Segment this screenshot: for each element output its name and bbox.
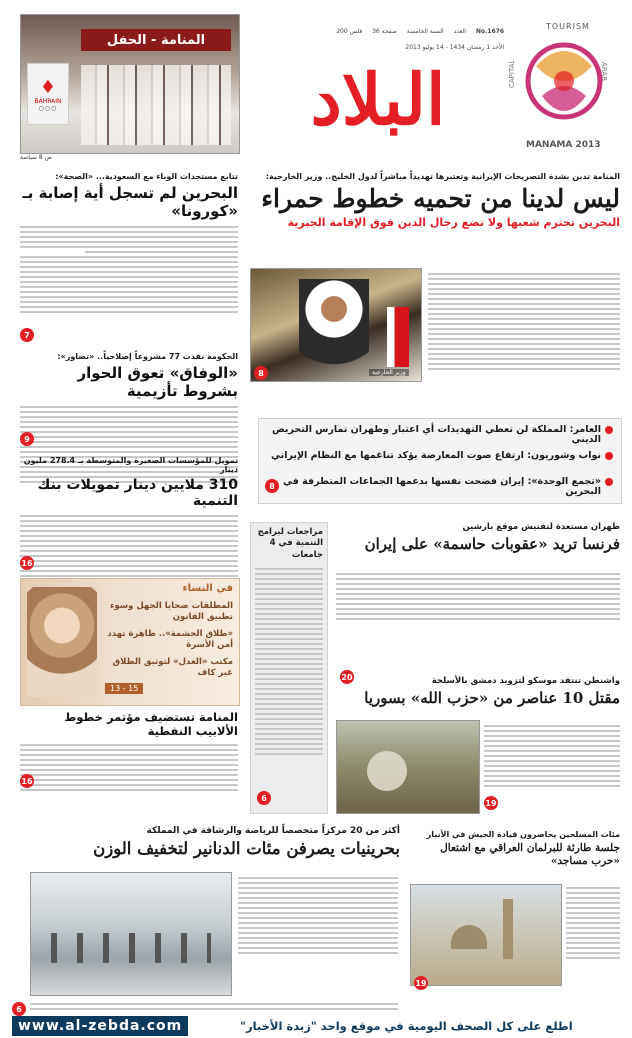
dialogue-page-ref: 9 xyxy=(20,432,34,446)
conference-page-ref: 16 xyxy=(20,774,34,788)
weight-kicker: أكثر من 20 مركزاً متخصصاً للرياضة والرشاقة في المملكة xyxy=(146,826,400,836)
france-body-text xyxy=(336,570,620,623)
france-story xyxy=(336,522,620,553)
flame-icon: ♦ xyxy=(39,76,57,98)
arabesque-icon xyxy=(522,36,606,126)
footer-bar xyxy=(12,1016,620,1038)
site-slogan: اطلع على كل الصحف اليومية في موقع واحد "زبدة الأخبار" xyxy=(240,1019,573,1033)
main-page-ref: 8 xyxy=(254,366,268,380)
corona-headline: البحرين لم تسجل أية إصابة بـ «كورونا» xyxy=(22,184,238,220)
smoke-shape xyxy=(367,751,407,791)
review-page-ref: 6 xyxy=(257,791,271,805)
women-item: مكتب «العدل» لتوثيق الطلاق غير كاف xyxy=(112,656,233,679)
weight-body-text-bottom xyxy=(30,1000,398,1013)
bank-page-ref: 16 xyxy=(20,556,34,570)
france-kicker: طهران مستعدة لتفتيش موقع بارشين xyxy=(462,522,620,532)
women-pages: 13 - 15 xyxy=(105,683,143,694)
weight-headline: بحرينيات يصرفن مئات الدنانير لتخفيف الوزن xyxy=(93,839,400,858)
women-items xyxy=(101,601,233,680)
syria-photo xyxy=(336,720,480,814)
main-kicker: المنامة تدين بشدة التصريحات الإيرانية وتعتبرها تهديداً مباشراً لدول الخليج.. وزير الخارجية: xyxy=(265,172,620,181)
bullets-page-ref: 8 xyxy=(265,479,279,493)
review-box xyxy=(250,522,328,814)
iraq-body-text xyxy=(566,884,620,962)
treadmills-shape xyxy=(51,933,211,963)
photo-people xyxy=(81,65,231,145)
weight-page-ref: 6 xyxy=(12,1002,26,1016)
site-url[interactable]: www.al-zebda.com xyxy=(12,1016,188,1036)
bank-kicker: تمويل للمؤسسات الصغيرة والمتوسطة بـ 278.4 مليون دينار xyxy=(23,456,238,474)
corona-kicker: تتابع مستجدات الوباء مع السعودية... «الصحة»: xyxy=(55,172,238,181)
iraq-kicker: مئات المسلحين يحاصرون قيادة الجيش في الأنبار xyxy=(426,830,620,839)
syria-story xyxy=(336,676,620,707)
bullet-item: نواب وشوريون: ارتفاع صوت المعارضة يؤكد تناغمها مع النظام الإيراني xyxy=(271,450,601,461)
france-headline: فرنسا تريد «عقوبات حاسمة» على إيران xyxy=(364,535,620,553)
masthead-photo-caption: ص 8 سياسة xyxy=(20,154,52,161)
masthead xyxy=(0,0,632,165)
dialogue-headline: «الوفاق» تعوق الحوار بشروط تأزيمية xyxy=(77,364,238,400)
conference-story xyxy=(20,710,238,794)
main-subheadline: البحرين تحترم شعبها ولا تضع رجال الدين فوق الإقامة الجبرية xyxy=(287,215,620,229)
main-headline: ليس لدينا من تحميه خطوط حمراء xyxy=(261,184,620,213)
women-box xyxy=(20,578,240,706)
conference-headline: المنامة تستضيف مؤتمر خطوط الألابيب النفطية xyxy=(64,710,238,738)
corona-story xyxy=(20,172,238,316)
women-item: المطلقات ضحايا الجهل وسوء تطبيق القانون xyxy=(110,601,233,623)
women-item: «طلاق الحشمة».. ظاهرة تهدد أمن الأسرة xyxy=(107,628,233,651)
bank-story xyxy=(20,456,238,595)
bullet-dot-icon xyxy=(605,426,613,434)
iraq-photo xyxy=(410,884,562,986)
main-story xyxy=(250,172,620,229)
main-photo xyxy=(250,268,422,382)
women-tag: في النساء xyxy=(182,583,233,594)
review-title: مراجعات لبرامج التنمية في 4 جامعات xyxy=(257,527,323,560)
minister-figure xyxy=(299,279,369,379)
bullet-dot-icon xyxy=(605,478,613,486)
iraq-story xyxy=(410,830,620,867)
issue-number: No.1676 xyxy=(475,28,504,35)
date-line: الأحد 1 رمضان 1434 - 14 يوليو 2013 xyxy=(405,44,504,51)
syria-headline: مقتل 10 عناصر من «حزب الله» بسوريا xyxy=(364,689,620,707)
year-label: السنة الخامسة xyxy=(406,28,444,35)
france-page-ref: 20 xyxy=(340,670,354,684)
bahrain-olympic-logo: ♦ BAHRAIN ○○○ xyxy=(27,63,69,125)
syria-body-text xyxy=(484,722,620,790)
pages: 36 صفحة xyxy=(372,28,397,35)
syria-kicker: واشنطن تنتقد موسكو لتزويد دمشق بالأسلحة xyxy=(431,676,620,686)
dome-shape xyxy=(451,925,487,949)
bullet-item: العامر: المملكة لن تعطي التهديدات أي اعتبار وطهران تمارس التحريض الديني xyxy=(271,424,601,446)
newspaper-logo: البلاد xyxy=(310,58,446,141)
bullet-item: «تجمع الوحدة»: إيران فضحت نفسها بدعمها الجماعات المتطرفة في البحرين xyxy=(282,476,601,498)
iraq-headline: جلسة طارئة للبرلمان العراقي مع اشتعال «حرب مساجد» xyxy=(440,842,620,867)
issue-label: العدد xyxy=(453,28,466,35)
syria-page-ref: 19 xyxy=(484,796,498,810)
minaret-shape xyxy=(503,899,513,959)
woman-photo xyxy=(27,587,97,697)
main-body-text xyxy=(428,270,620,373)
weight-story xyxy=(20,826,400,858)
corona-page-ref: 7 xyxy=(20,328,34,342)
issue-info xyxy=(244,28,504,44)
olympic-rings-icon: ○○○ xyxy=(38,104,58,112)
tourism-capital-logo: TOURISM CAPITAL ARAB MANAMA 2013 xyxy=(508,22,608,150)
flag xyxy=(387,307,409,367)
iraq-page-ref: 19 xyxy=(414,976,428,990)
dialogue-kicker: الحكومة نفذت 77 مشروعاً إصلاحياً.. «تضاور»: xyxy=(57,352,238,361)
main-photo-caption: وزير الخارجية xyxy=(369,369,409,376)
bullets-box xyxy=(258,418,622,504)
weight-body-text xyxy=(238,874,398,957)
price: 200 فلس xyxy=(336,28,363,35)
weight-photo xyxy=(30,872,232,996)
bullet-dot-icon xyxy=(605,452,613,460)
bank-headline: 310 ملايين دينار تمويلات بنك التنمية xyxy=(37,477,238,509)
masthead-photo xyxy=(20,14,240,154)
photo-banner: المنامة - الحفل xyxy=(81,29,231,51)
